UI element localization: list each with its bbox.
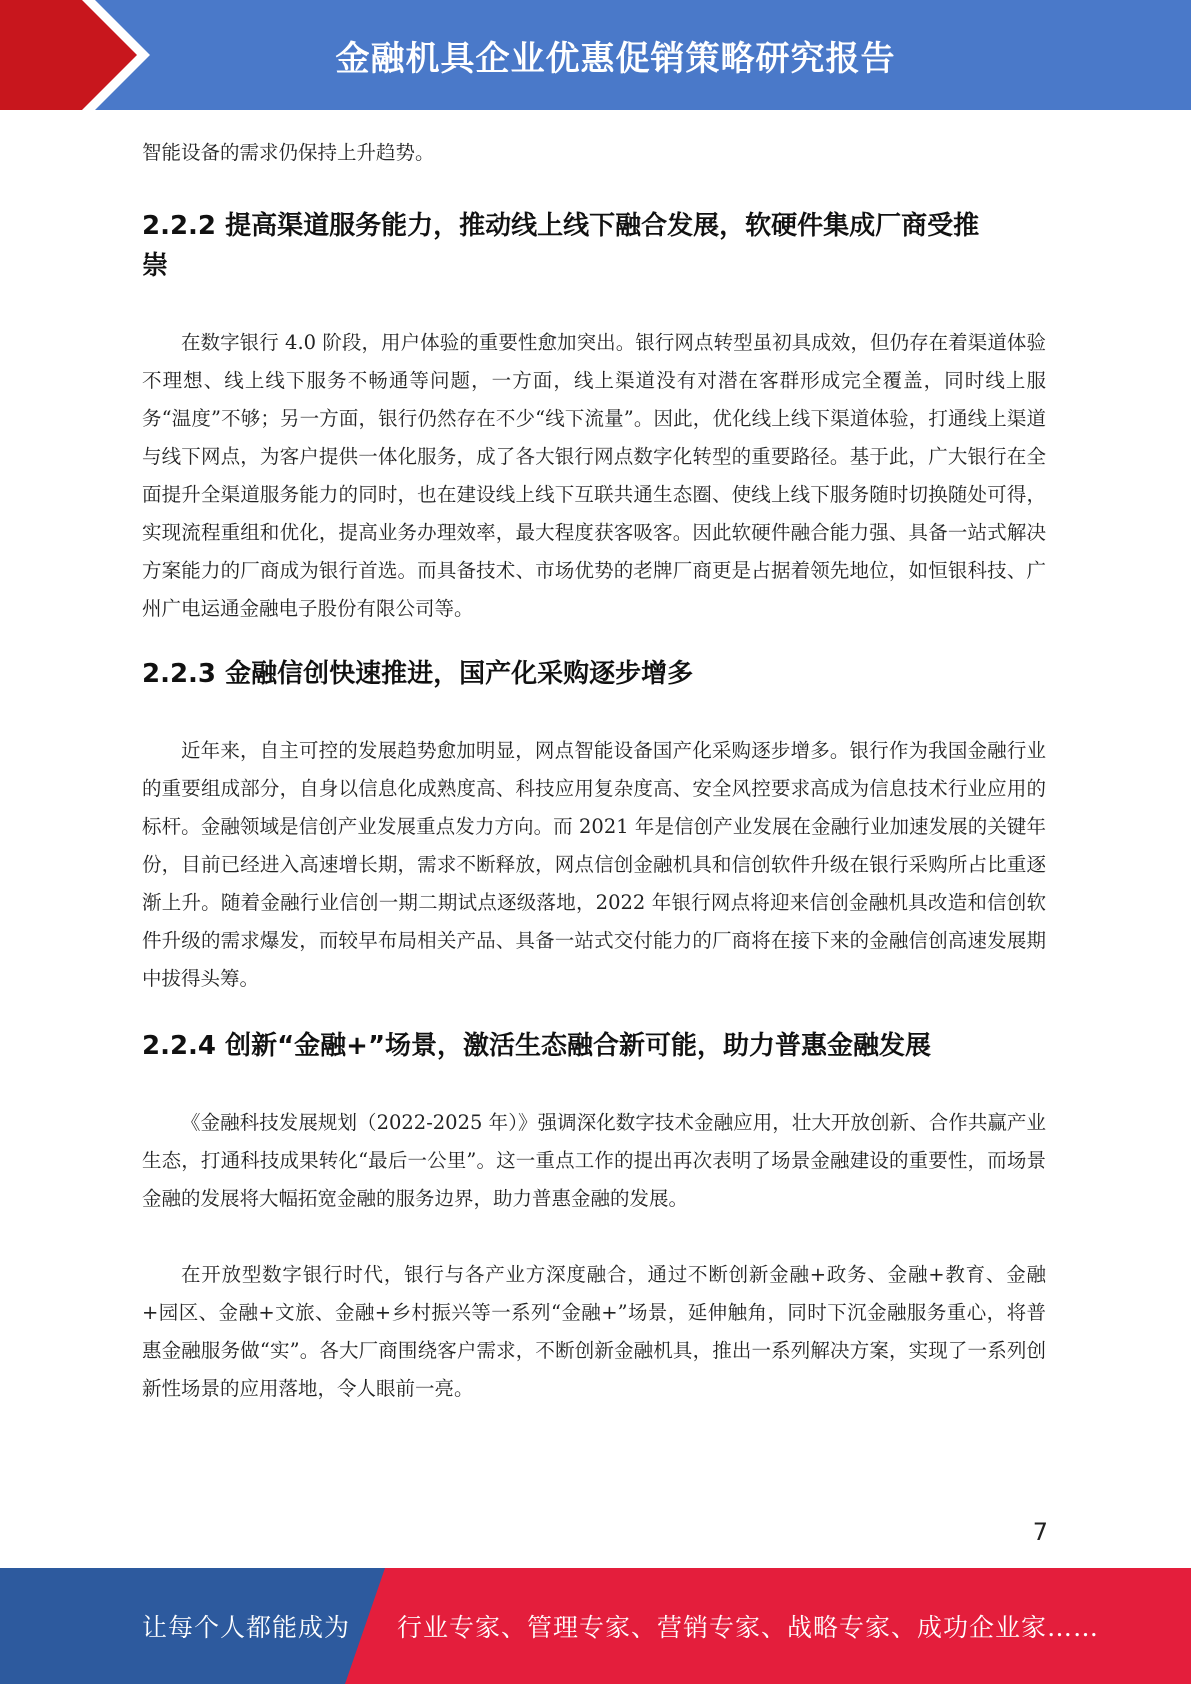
document-body	[142, 134, 1046, 1408]
paragraph-2-2-3: 近年来，自主可控的发展趋势愈加明显，网点智能设备国产化采购逐步增多。银行作为我国金融行业的重要组成部分，自身以信息化成熟度高、科技应用复杂度高、安全风控要求高成为信息技术行业应用的标杆。金融领域是信创产业发展重点发力方向。而 2021 年是信创产业发展在金融行业加速发展的关键年份，目前已经进入高速增长期，需求不断释放，网点信创金融机具和信创软件升级在银行采购所占比重逐渐上升。随着金融行业信创一期二期试点逐级落地，2022 年银行网点将迎来信创金融机具改造和信创软件升级的需求爆发，而较早布局相关产品、具备一站式交付能力的厂商将在接下来的金融信创高速发展期中拔得头筹。	[142, 739, 1046, 990]
section-heading-2-2-2	[142, 206, 1046, 286]
section-heading-2-2-4: 2.2.4 创新“金融+”场景，激活生态融合新可能，助力普惠金融发展	[142, 1031, 932, 1061]
footer-slogan-right: 行业专家、管理专家、营销专家、战略专家、成功企业家……	[397, 1613, 1100, 1642]
heading-line: 2.2.2 提高渠道服务能力，推动线上线下融合发展，软硬件集成厂商受推	[142, 211, 980, 241]
page-header	[0, 0, 1191, 110]
footer-slogan-left: 让每个人都能成为	[142, 1613, 351, 1642]
paragraph-2-2-4-a: 《金融科技发展规划（2022-2025 年）》强调深化数字技术金融应用，壮大开放创新、合作共赢产业生态，打通科技成果转化“最后一公里”。这一重点工作的提出再次表明了场景金融建设的重要性，而场景金融的发展将大幅拓宽金融的服务边界，助力普惠金融的发展。	[142, 1111, 1046, 1210]
page-footer	[0, 1568, 1191, 1684]
section-heading-2-2-3: 2.2.3 金融信创快速推进，国产化采购逐步增多	[142, 659, 694, 689]
header-title: 金融机具企业优惠促销策略研究报告	[335, 38, 896, 79]
heading-line: 崇	[142, 251, 169, 281]
page-number: 7	[1032, 1518, 1048, 1546]
paragraph-2-2-2: 在数字银行 4.0 阶段，用户体验的重要性愈加突出。银行网点转型虽初具成效，但仍存在着渠道体验不理想、线上线下服务不畅通等问题，一方面，线上渠道没有对潜在客群形成完全覆盖，同时线上服务“温度”不够；另一方面，银行仍然存在不少“线下流量”。因此，优化线上线下渠道体验，打通线上渠道与线下网点，为客户提供一体化服务，成了各大银行网点数字化转型的重要路径。基于此，广大银行在全面提升全渠道服务能力的同时，也在建设线上线下互联共通生态圈、使线上线下服务随时切换随处可得，实现流程重组和优化，提高业务办理效率，最大程度获客吸客。因此软硬件融合能力强、具备一站式解决方案能力的厂商成为银行首选。而具备技术、市场优势的老牌厂商更是占据着领先地位，如恒银科技、广州广电运通金融电子股份有限公司等。	[142, 331, 1046, 620]
intro-line: 智能设备的需求仍保持上升趋势。	[142, 141, 435, 164]
paragraph-2-2-4-b: 在开放型数字银行时代，银行与各产业方深度融合，通过不断创新金融+政务、金融+教育、金融+园区、金融+文旅、金融+乡村振兴等一系列“金融+”场景，延伸触角，同时下沉金融服务重心，将普惠金融服务做“实”。各大厂商围绕客户需求，不断创新金融机具，推出一系列解决方案，实现了一系列创新性场景的应用落地，令人眼前一亮。	[142, 1263, 1046, 1400]
